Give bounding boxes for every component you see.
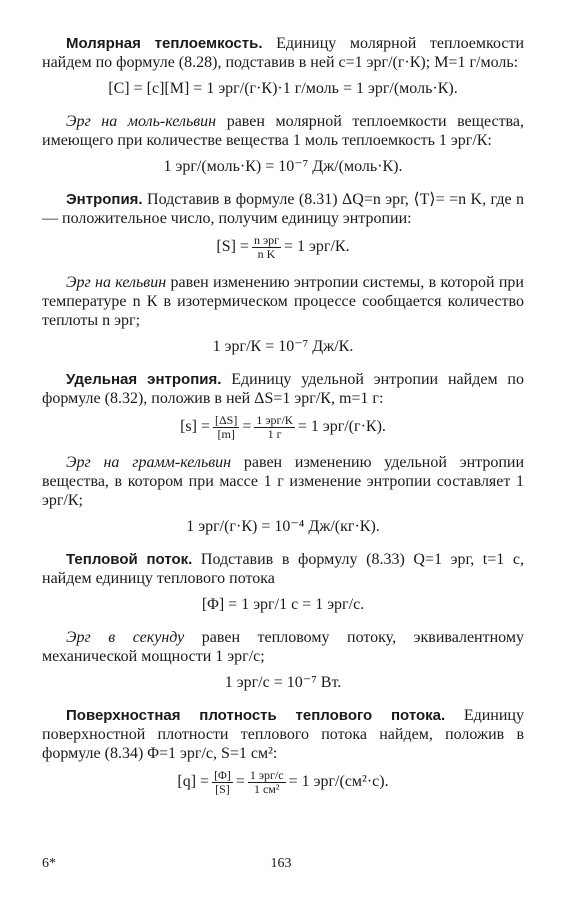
formula: [42, 769, 524, 796]
unit-term: Эрг на кельвин: [66, 274, 167, 291]
paragraph-text: равен тепловому потоку, эквивалентному механической мощности 1 эрг/с;: [42, 629, 524, 665]
page-footer: [0, 856, 562, 876]
fraction: [254, 414, 294, 441]
fraction-denominator: n K: [257, 247, 276, 261]
unit-term: Эрг на грамм-кельвин: [66, 454, 232, 471]
paragraph-text: равен молярной теплоемкости вещества, имеющего при количестве вещества 1 моль теплоемкость 1 эрг/К:: [42, 113, 525, 149]
formula-left: [S] =: [216, 238, 249, 256]
paragraph: [42, 273, 524, 330]
paragraph: [42, 628, 524, 666]
fraction-numerator: 1 эрг/с: [249, 768, 284, 782]
paragraph-text: Единицу молярной теплоемкости найдем по формуле (8.28), подставив в ней c=1 эрг/(г·К); M=1 г/моль:: [42, 35, 525, 71]
unit-term: Эрг на моль-кельвин: [66, 113, 217, 130]
section-heading: Поверхностная плотность теплового потока.: [66, 707, 446, 724]
section-heading: Молярная теплоемкость.: [66, 35, 263, 52]
fraction-denominator: 1 см²: [253, 782, 280, 796]
fraction-denominator: 1 г: [267, 427, 282, 441]
fraction-denominator: [S]: [215, 782, 230, 796]
signature-mark: 6*: [42, 856, 56, 871]
formula: 1 эрг/К = 10⁻⁷ Дж/К.: [212, 338, 354, 355]
formula: [42, 414, 524, 441]
fraction: [212, 769, 233, 796]
formula: 1 эрг/(г·К) = 10⁻⁴ Дж/(кг·К).: [186, 518, 380, 535]
formula-left: [s] =: [180, 418, 210, 436]
section-heading: Удельная энтропия.: [66, 371, 222, 388]
paragraph: [42, 706, 524, 763]
formula: [C] = [c][M] = 1 эрг/(г·К)·1 г/моль = 1 эрг/(моль·К).: [108, 80, 458, 97]
fraction-denominator: [m]: [217, 427, 235, 441]
formula-left: [q] =: [177, 773, 210, 791]
section-heading: Тепловой поток.: [66, 551, 193, 568]
paragraph: [42, 34, 524, 72]
unit-term: Эрг в секунду: [66, 629, 185, 646]
page-content: [42, 34, 524, 796]
fraction-numerator: [Φ]: [214, 768, 231, 782]
paragraph: [42, 370, 524, 408]
paragraph-text: равен изменению энтропии системы, в которой при температуре n К в изотермическом процессе сообщается количество теплоты n эрг;: [42, 274, 524, 329]
fraction: [248, 769, 286, 796]
paragraph-text: Подставив в формуле (8.31) ΔQ=n эрг, ⟨T⟩= =n K, где n — положительное число, получим единицу энтропии:: [42, 191, 524, 227]
paragraph-text: Единицу удельной энтропии найдем по формуле (8.32), положив в ней ΔS=1 эрг/К, m=1 г:: [42, 371, 524, 407]
paragraph: [42, 550, 524, 588]
formula-right: = 1 эрг/(г·К).: [297, 418, 386, 436]
formula-right: = 1 эрг/К.: [284, 238, 350, 256]
fraction: [252, 234, 281, 261]
formula: [42, 234, 524, 261]
formula-equals: =: [242, 418, 252, 436]
paragraph: [42, 190, 524, 228]
section-heading: Энтропия.: [66, 191, 143, 208]
fraction-numerator: [ΔS]: [214, 413, 238, 427]
formula: 1 эрг/(моль·К) = 10⁻⁷ Дж/(моль·К).: [163, 158, 403, 175]
fraction-numerator: n эрг: [253, 233, 280, 247]
fraction: [213, 414, 239, 441]
formula-right: = 1 эрг/(см²·с).: [288, 773, 389, 791]
paragraph-text: Единицу поверхностной плотности теплового потока найдем, положив в формуле (8.34) Φ=1 эрг/с, S=1 см²:: [42, 707, 524, 762]
page-number: 163: [270, 856, 292, 871]
fraction-numerator: 1 эрг/К: [256, 413, 293, 427]
paragraph: [42, 112, 524, 150]
formula: 1 эрг/с = 10⁻⁷ Вт.: [224, 674, 342, 691]
paragraph-text: Подставив в формулу (8.33) Q=1 эрг, t=1 с, найдем единицу теплового потока: [42, 551, 524, 587]
formula: [Φ] = 1 эрг/1 с = 1 эрг/с.: [201, 596, 365, 613]
paragraph: [42, 453, 524, 510]
formula-equals: =: [235, 773, 245, 791]
paragraph-text: равен изменению удельной энтропии вещества, в котором при массе 1 г изменение энтропии составляет 1 эрг/К;: [42, 454, 525, 509]
